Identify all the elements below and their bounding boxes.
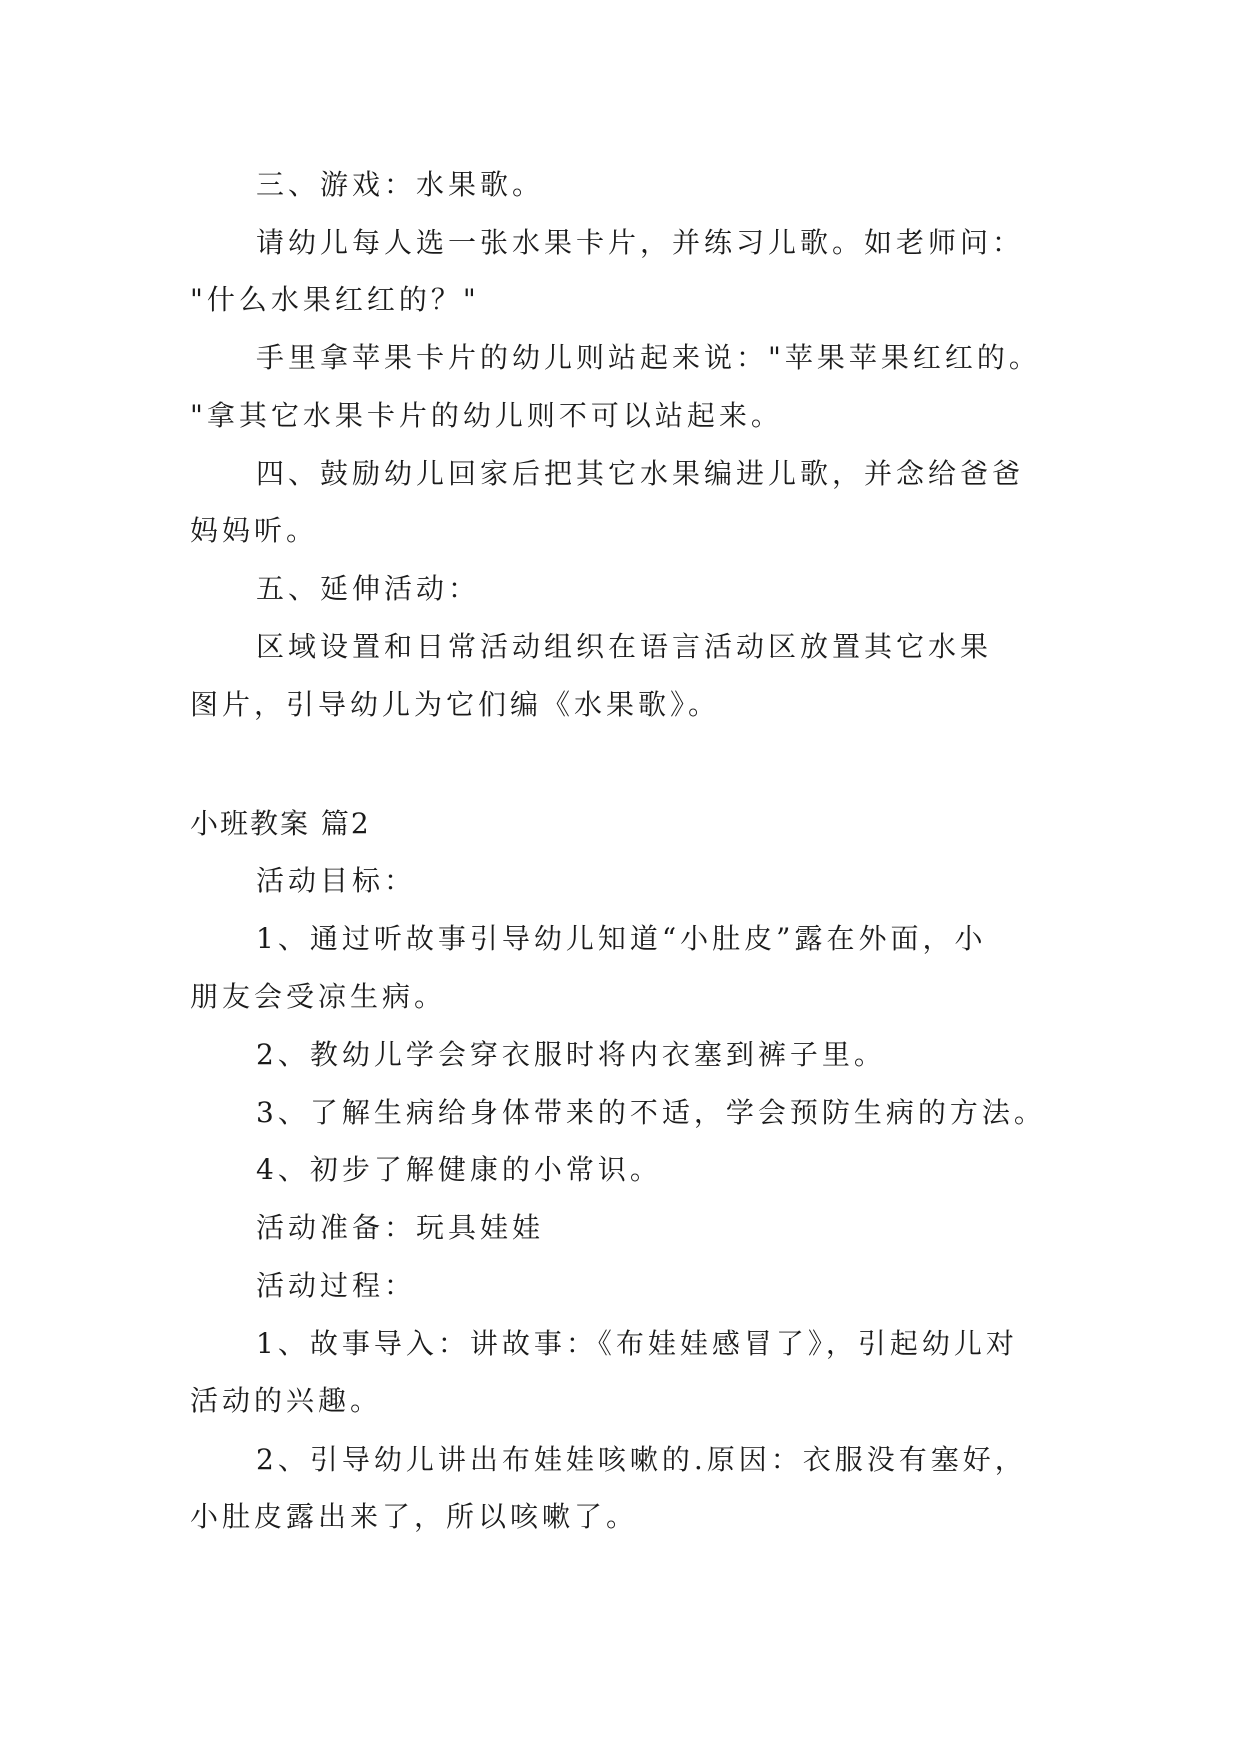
paragraph-line: 区域设置和日常活动组织在语言活动区放置其它水果 xyxy=(256,630,993,663)
process-step: 小肚皮露出来了，所以咳嗽了。 xyxy=(190,1500,639,1533)
goal-item: 4、初步了解健康的小常识。 xyxy=(256,1153,662,1186)
process-step: 2、引导幼儿讲出布娃娃咳嗽的.原因：衣服没有塞好， xyxy=(256,1443,1027,1476)
paragraph-line: "拿其它水果卡片的幼儿则不可以站起来。 xyxy=(190,399,783,432)
goal-item: 朋友会受凉生病。 xyxy=(190,980,447,1013)
game-heading: 三、游戏：水果歌。 xyxy=(256,168,545,201)
goals-heading: 活动目标： xyxy=(256,864,417,897)
process-step: 活动的兴趣。 xyxy=(190,1384,383,1417)
prep-line: 活动准备：玩具娃娃 xyxy=(256,1211,545,1244)
process-heading: 活动过程： xyxy=(256,1269,417,1302)
paragraph-line: 妈妈听。 xyxy=(190,514,319,547)
paragraph-line: "什么水果红红的？" xyxy=(190,283,480,316)
section-title: 小班教案 篇2 xyxy=(190,807,371,840)
process-step: 1、故事导入：讲故事：《布娃娃感冒了》，引起幼儿对 xyxy=(256,1327,1018,1360)
goal-item: 1、通过听故事引导幼儿知道“小肚皮”露在外面，小 xyxy=(256,922,987,955)
paragraph-line: 请幼儿每人选一张水果卡片，并练习儿歌。如老师问： xyxy=(256,226,1025,259)
goal-item: 3、了解生病给身体带来的不适，学会预防生病的方法。 xyxy=(256,1096,1046,1129)
extend-heading: 五、延伸活动： xyxy=(256,572,481,605)
paragraph-line: 四、鼓励幼儿回家后把其它水果编进儿歌，并念给爸爸 xyxy=(256,457,1025,490)
paragraph-line: 图片，引导幼儿为它们编《水果歌》。 xyxy=(190,688,721,721)
goal-item: 2、教幼儿学会穿衣服时将内衣塞到裤子里。 xyxy=(256,1038,886,1071)
paragraph-line: 手里拿苹果卡片的幼儿则站起来说："苹果苹果红红的。 xyxy=(256,341,1041,374)
